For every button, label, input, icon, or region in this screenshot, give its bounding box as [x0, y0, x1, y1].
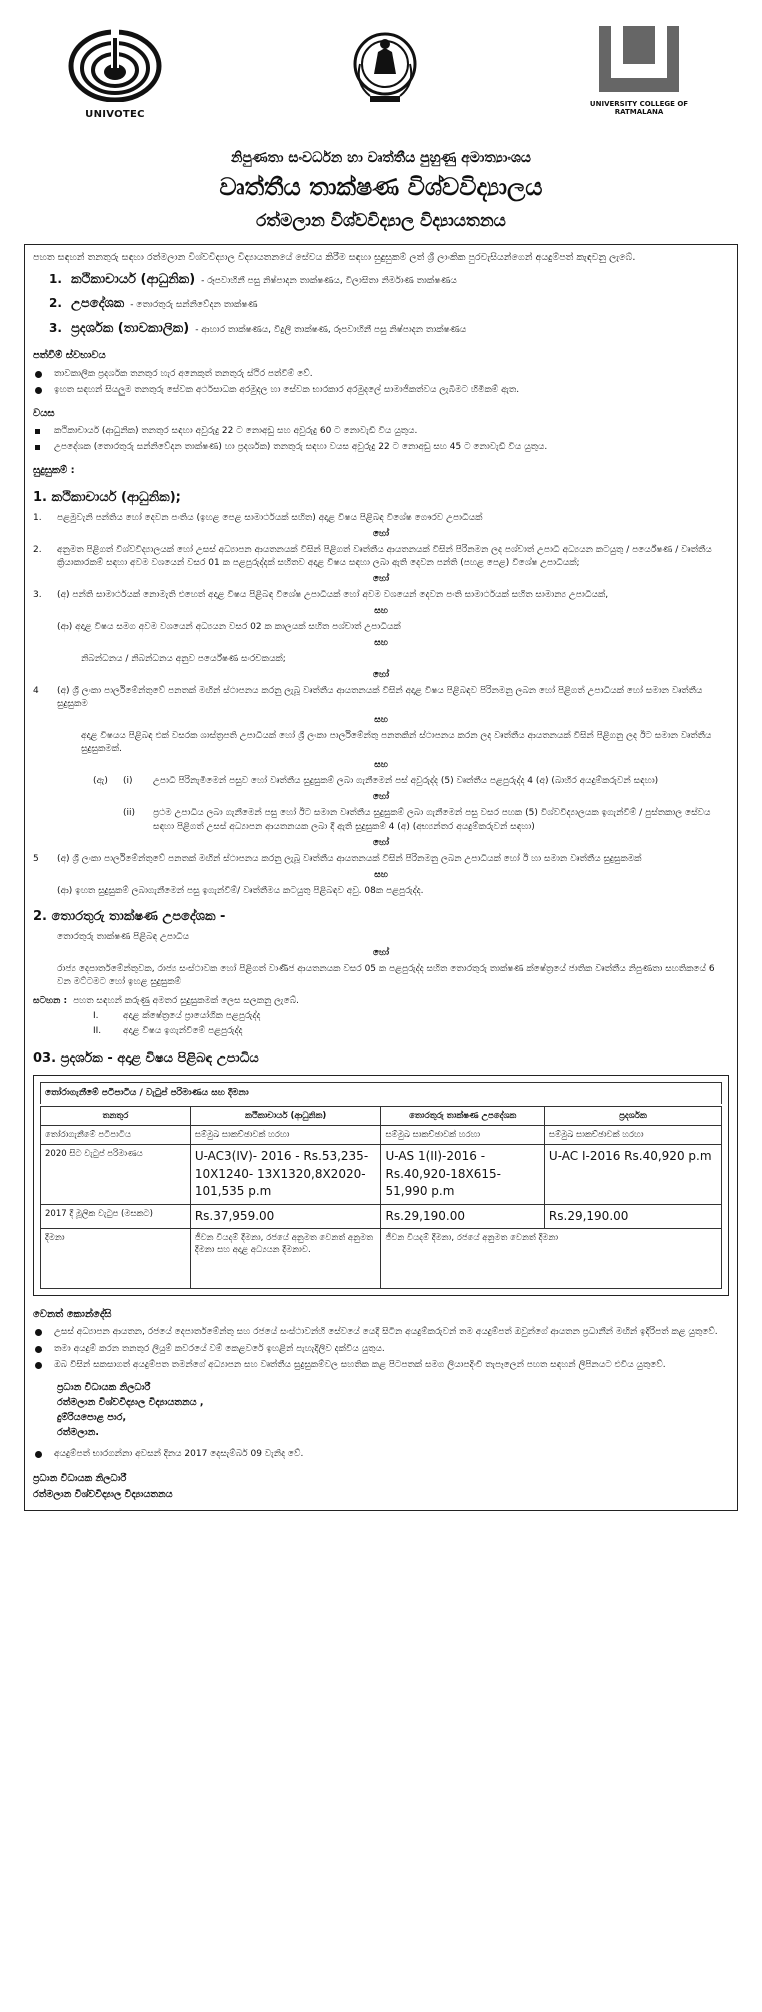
table-row — [41, 1228, 722, 1288]
table-cell: තෝරාගැනීමේ පටිපාටිය — [41, 1126, 191, 1145]
vacancy-item — [49, 271, 729, 290]
bullet-icon — [35, 387, 42, 394]
vacancy-title: උපදේශක — [71, 296, 125, 312]
roman-number: (i) — [123, 776, 133, 787]
table-cell: 2017 දී මූලික වැටුප (මසකට) — [41, 1204, 191, 1228]
table-header-row — [41, 1106, 722, 1125]
note-text: පහත සඳහන් කරුණු අමතර සුදුසුකමක් ලෙස සලකනු ලැබේ. — [73, 995, 299, 1006]
postal-address — [57, 1380, 729, 1441]
vacancy-desc: - ආහාර තාක්ෂණය, විදුලි තාක්ෂණ, රූපවාහිනී පසු නිෂ්පාදන තාක්ෂණය — [195, 325, 467, 336]
table-cell: U-AS 1(II)-2016 - Rs.40,920-18X615-51,990 p.m — [381, 1145, 544, 1204]
and-separator: සහ — [374, 605, 388, 616]
ucr-logo — [584, 24, 694, 116]
lecturer-heading: 1. කථිකාචාර්ය (ආධුනික); — [33, 489, 181, 505]
table-cell: Rs.29,190.00 — [381, 1204, 544, 1228]
and-separator: සහ — [374, 715, 388, 726]
age-heading: වයස — [33, 407, 55, 419]
intro-paragraph: පහත සඳහන් තනතුරු සඳහා රත්මලාන විශ්වවිද්‍යාල විද්‍යායතනයේ සේවය කිරීම සඳහා සුදුසුකම් ලත් ශ්‍රී ලාංකික පුරවැසියන්ගෙන් අයදුම්පත් කැඳවනු ලැබේ. — [33, 251, 636, 263]
note-row — [33, 995, 729, 1008]
or-separator: හෝ — [372, 573, 390, 584]
table-cell: දීමනා — [41, 1228, 191, 1288]
extra-number: I. — [93, 1010, 99, 1021]
condition-item — [33, 1359, 729, 1372]
q-text: (අ) ශ්‍රී ලංකා පාර්ලිමේන්තුවේ පනතක් මඟින් ස්ථාපනය කරනු ලැබූ වෘත්තීය ආයතනයක් විසින් අදාළ විෂය පිළිබඳව පිරිනමනු ලබන හෝ පිළිගත් උපාධියක් හෝ සමාන වෘත්තීය සුදුසුකම — [57, 686, 703, 710]
vacancy-desc: - තොරතුරු සන්නිවේදන තාක්ෂණ — [130, 300, 258, 311]
ministry-title: නිපුණතා සංවර්ධන හා වෘත්තීය පුහුණු අමාත්‍යාංශය — [231, 150, 531, 166]
vacancy-title: ප්‍රදර්ශක (තාවකාලික) — [71, 321, 190, 337]
ucr-caption-line2: RATMALANA — [614, 107, 664, 116]
qualification-row — [33, 589, 729, 602]
or-separator: හෝ — [372, 528, 390, 539]
conditions-heading: වෙනත් කොන්දේසි — [33, 1308, 112, 1320]
table-header: තනතුර — [41, 1106, 191, 1125]
main-notice-box — [24, 244, 738, 1511]
and-separator: සහ — [374, 637, 388, 648]
appointment-text: ඉහත සඳහන් සියලුම තනතුරු සේවක අර්ථසාධක අරමුදල හා සේවක භාරකාර අරමුදලේ සාමාජිකත්වය ලැබීමට හිමිකම් ඇත. — [54, 384, 520, 395]
table-header: ප්‍රදර්ශක — [544, 1106, 721, 1125]
instructor-line — [57, 963, 729, 989]
q-number: 4 — [33, 686, 39, 697]
extra-text: අදාළ ක්ෂේත්‍රයේ ප්‍රායෝගික පළපුරුද්ද — [123, 1010, 261, 1021]
vacancy-desc: - රූපවාහිනී පසු නිෂ්පාදන තාක්ෂණය, විලාසිතා නිර්මාණ තාක්ෂණය — [201, 275, 457, 286]
signature-line: රත්මලාන විශ්වවිද්‍යාල විද්‍යායතනය — [33, 1488, 173, 1500]
roman-row — [93, 775, 729, 788]
condition-item — [33, 1326, 729, 1339]
bullet-icon — [35, 1346, 42, 1353]
qualification-subrow — [81, 653, 729, 666]
table-cell: 2020 සිට වැටුප් පරිමාණය — [41, 1145, 191, 1204]
extra-item — [93, 1025, 729, 1038]
roman-number: (ii) — [123, 808, 136, 819]
or-separator: හෝ — [372, 670, 390, 681]
extra-item — [93, 1010, 729, 1023]
other-conditions — [33, 1308, 729, 1502]
sub-label: (ඇ) — [93, 776, 108, 787]
header — [24, 24, 738, 152]
sri-lanka-emblem — [350, 24, 420, 116]
table-cell: Rs.29,190.00 — [544, 1204, 721, 1228]
condition-item — [33, 1343, 729, 1356]
vacancy-number: 3. — [49, 321, 62, 336]
q-text: අදාළ විෂයය පිළිබඳ එක් වසරක ශාස්ත්‍රපති උපාධියක් හෝ ශ්‍රී ලංකා පාර්ලිමේන්තු පනතකින් ස්ථාපනය කරන ලද වෘත්තීය ආයතනයක් විසින් පිළිගනු ලද ඊට සමාන වෘත්තීය සුදුසුකමක්. — [81, 731, 712, 755]
note-label: සටහන : — [33, 995, 68, 1006]
table-cell: U-AC I-2016 Rs.40,920 p.m — [544, 1145, 721, 1204]
q-text: රාජ්‍ය දෙපාර්තමේන්තුවක, රාජ්‍ය සංස්ථාවක හෝ පිළිගත් වාණිජ ආයතනයක වසර 05 ක පළපුරුද්ද සහිත තොරතුරු තාක්ෂණ ක්ෂේත්‍රයේ ජාතික වෘත්තීය නිපුණතා සහතිකයේ 6 වන මට්ටමට හෝ ඉහළ සුදුසුකම් — [57, 963, 715, 987]
q-text: නිබන්ධනය / නිබන්ධනය අනුව පර්යේෂණ සංරචකයක්; — [81, 653, 286, 664]
age-text: කථිකාචාර්ය (ආධුනික) තනතුර සඳහා අවුරුදු 22 ට නොඅඩු සහ අවුරුදු 60 ට නොවැඩි විය යුතුය. — [54, 426, 418, 437]
roman-row — [93, 807, 729, 833]
qualification-row — [33, 685, 729, 711]
or-separator: හෝ — [372, 947, 390, 958]
table-cell: ජීවන වියදම් දීමනා, රජයේ අනුමත වෙනත් දීමනා — [381, 1228, 722, 1288]
extra-number: II. — [93, 1025, 102, 1036]
table-cell: සම්මුඛ සාකච්ඡාවක් හරහා — [190, 1126, 381, 1145]
qualification-row — [33, 544, 729, 570]
q-text: තොරතුරු තාක්ෂණ පිළිබඳ උපාධිය — [57, 931, 190, 942]
condition-text: උසස් අධ්‍යාපන ආයතන, රජයේ දෙපාර්තමේන්තු සහ රජයේ සංස්ථාවන්හි සේවයේ යෙදී සිටින අයදුම්කරුවන් තම අයදුම්පත් ඔවුන්ගේ ආයතන ප්‍රධානීන් මඟින් ඉදිරිපත් කළ යුතුවේ. — [54, 1327, 718, 1338]
condition-text: තමා අයදුම් කරන තනතුර ලියුම් කවරයේ වම් කෙළවරේ ඉහළින් පැහැදිලිව දක්විය යුතුය. — [54, 1343, 385, 1354]
bullet-icon — [35, 371, 42, 378]
signature-block — [33, 1471, 729, 1501]
vacancy-title: කථිකාචාර්ය (ආධුනික) — [71, 271, 196, 287]
university-title: වෘත්තීය තාක්ෂණ විශ්වවිද්‍යාලය — [219, 173, 543, 202]
signature-line: ප්‍රධාන විධායක නිලධාරී — [33, 1473, 127, 1485]
address-line: ප්‍රධාන විධායක නිලධාරී — [57, 1381, 151, 1393]
table-row — [41, 1204, 722, 1228]
ucr-emblem-icon — [597, 24, 681, 94]
vacancy-list — [49, 271, 729, 340]
appointment-heading: පත්වීම් ස්වභාවය — [33, 350, 106, 362]
vacancy-item — [49, 295, 729, 314]
table-cell: සම්මුඛ සාකච්ඡාවක් හරහා — [381, 1126, 544, 1145]
qualification-subrow — [57, 621, 729, 634]
and-separator: සහ — [374, 760, 388, 771]
table-cell: Rs.37,959.00 — [190, 1204, 381, 1228]
college-title: රත්මලාන විශ්වවිද්‍යාල විද්‍යායතනය — [256, 211, 506, 232]
table-cell: U-AC3(IV)- 2016 - Rs.53,235-10X1240- 13X1320,8X2020-101,535 p.m — [190, 1145, 381, 1204]
age-item — [33, 425, 729, 438]
age-text: උපදේශක (තොරතුරු සන්නිවේදන තාක්ෂණ) හා ප්‍රදර්ශක) තනතුරු සඳහා වයස අවුරුදු 22 ට නොඅඩු සහ 45 ට නොවැඩි විය යුතුය. — [54, 442, 548, 453]
condition-text: ඔබ විසින් සකසාගත් අයදුම්පත තමන්ගේ අධ්‍යාපන සහ වෘත්තීය සුදුසුකම්වල සහතික කළ පිටපතක් සමග ලියාපදිංචි තැපෑලෙන් පහත සඳහන් ලිපිනයට එවිය යුතුවේ. — [54, 1359, 666, 1370]
q-number: 1. — [33, 512, 42, 523]
address-line: රත්මලාන විශ්වවිද්‍යාල විද්‍යායතනය , — [57, 1396, 204, 1408]
or-separator: හෝ — [372, 837, 390, 848]
qualification-subrow — [81, 730, 729, 756]
salary-table — [40, 1106, 722, 1289]
deadline-text: අයදුම්පත් භාරගන්නා අවසන් දිනය 2017 දෙසැම්බර් 09 වැනිද වේ. — [54, 1449, 304, 1460]
q-number: 2. — [33, 544, 42, 555]
table-header: කථිකාචාර්ය (ආධුනික) — [190, 1106, 381, 1125]
deadline-item — [33, 1448, 729, 1461]
table-cell: ජීවන වියදම් දීමනා, රජයේ අනුමත වෙනත් අනුමත දීමනා සහ අදාළ අධ්‍යයන දීමනාව. — [190, 1228, 381, 1288]
q-number: 3. — [33, 589, 42, 600]
age-item — [33, 441, 729, 454]
appointment-item — [33, 368, 729, 381]
q-text: (අ) ශ්‍රී ලංකා පාර්ලිමේන්තුවේ පනතක් මඟින් ස්ථාපනය කරනු ලැබූ වෘත්තීය ආයතනයක් විසින් පිරිනමනු ලබන උපාධියක් හෝ ඊ හා සමාන වෘත්තීය සුදුසුකමක් — [57, 853, 642, 864]
q-text: උපාධි පිරිනැමීමෙන් පසුව හෝ වෘත්තීය සුදුසුකම් ලබා ගැනීමෙන් පස් අවුරුද්ද (5) වෘත්තීය පළපුරුද්ද 4 (අ) (බාහිර අයදුම්කරුවන් සඳහා) — [153, 776, 659, 787]
table-header: තොරතුරු තාක්ෂණ උපදේශක — [381, 1106, 544, 1125]
vacancy-number: 2. — [49, 296, 62, 311]
bullet-icon — [35, 1362, 42, 1369]
instructor-heading: 2. තොරතුරු තාක්ෂණ උපදේශක - — [33, 908, 226, 924]
qualification-row — [33, 853, 729, 866]
appointment-text: තාවකාලික ප්‍රදර්ශක තනතුර හැර අනෙකුත් තනතුරු ස්ථිර පත්වීම් වේ. — [54, 368, 313, 379]
bullet-icon — [35, 1329, 42, 1336]
table-cell: සම්මුඛ සාකච්ඡාවක් හරහා — [544, 1126, 721, 1145]
univotec-logo — [60, 24, 170, 122]
instructor-line — [57, 931, 729, 944]
q-number: 5 — [33, 853, 39, 864]
or-separator: හෝ — [372, 792, 390, 803]
table-row — [41, 1145, 722, 1204]
bullet-icon — [35, 1451, 42, 1458]
vacancy-number: 1. — [49, 271, 62, 286]
vacancy-item — [49, 320, 729, 339]
address-line: දුම්රියපොළ පාර, — [57, 1412, 127, 1423]
qualification-row — [33, 512, 729, 525]
ucr-caption-line1: UNIVERSITY COLLEGE OF — [589, 99, 689, 108]
q-text: ප්‍රථම උපාධිය ලබා ගැනීමෙන් පසු හෝ ඊට සමාන වෘත්තීය සුදුසුකම් ලබා ගැනීමෙන් පසු වසර පහක (5) විශ්වවිද්‍යාලයක ඉගැන්වීම් / පුස්තකාල සේවය සඳහා පිළිගත් උසස් අධ්‍යාපන ආයතනයක ලබා දී ඇති සුදුසුකම් 4 (අ) (අභ්‍යන්තර අයදුම්කරුවන් සඳහා) — [153, 808, 711, 832]
extra-text: අදාළ විෂය ඉගැන්වීමේ පළපුරුද්ද — [123, 1025, 243, 1036]
and-separator: සහ — [374, 869, 388, 880]
q-text: (ආ) ඉහත සුදුසුකම් ලබාගැනීමෙන් පසු ඉගැන්වීම්/ වෘත්තීමය කටයුතු පිළිබඳව අවු. 08ක පළපුරුද්ද. — [57, 885, 424, 896]
table-row — [41, 1126, 722, 1145]
q-text: අනුමත පිළිගත් විශ්වවිද්‍යාලයක් හෝ උසස් අධ්‍යාපන ආයතනයක් විසින් පිළිගත් වෘත්තීය ආයතනයක් විසින් පිරිනමන ලද පශ්චාත් උපාධි අධ්‍යයන කටයුතු / පර්යේෂණ / වෘත්තීය ක්‍රියාකාරකම් සඳහා අවම වශයෙන් වසර 01 ක පළපුරුද්දක් සහිතව අදාළ විෂය සඳහා ලබා ඇති දෙවන පන්ති (පහළ පෙළ) විශේෂ උපාධියක්; — [57, 544, 712, 568]
q-text: (අ) පන්ති සාමාර්ථයක් නොමැති එහෙත් අදාළ විෂය පිළිබඳ විශේෂ උපාධියක් හෝ අවම වශයෙන් දෙවන පංති සාමාර්ථයක් සහිත සාමාන්‍ය උපාධියක්, — [57, 589, 609, 600]
q-text: පළමුවැනි පන්තිය හෝ දෙවන පංතිය (ඉහළ පෙළ සාමාර්ථයක් සහිත) අදාළ විෂය පිළිබඳ විශේෂ ගෞරව උපාධියක් — [57, 512, 483, 523]
salary-table-wrapper — [33, 1075, 729, 1296]
univotec-caption: UNIVOTEC — [85, 108, 145, 120]
national-emblem-icon — [350, 24, 420, 110]
appointment-item — [33, 384, 729, 397]
square-bullet-icon — [35, 429, 40, 434]
qualification-subrow — [57, 885, 729, 898]
qualifications-heading: සුදුසුකම් : — [33, 465, 75, 477]
univotec-emblem-icon — [67, 24, 163, 102]
title-block — [24, 148, 738, 234]
address-line: රත්මලාන. — [57, 1427, 99, 1439]
square-bullet-icon — [35, 445, 40, 450]
demonstrator-heading: 03. ප්‍රදර්ශක - අදාළ විෂය පිළිබඳ උපාධිය — [33, 1050, 259, 1066]
extra-qualification-list — [93, 1010, 729, 1038]
roman-spacer — [93, 807, 123, 833]
q-text: (ආ) අදාළ විෂය සමග අවම වශයෙන් අධ්‍යයන වසර 02 ක කාලයක් සහිත පශ්චාත් උපාධියක් — [57, 621, 401, 632]
salary-table-caption: තෝරාගැනීමේ පටිපාටිය / වැටුප් පරිමාණය සහ දීමනා — [40, 1082, 722, 1104]
